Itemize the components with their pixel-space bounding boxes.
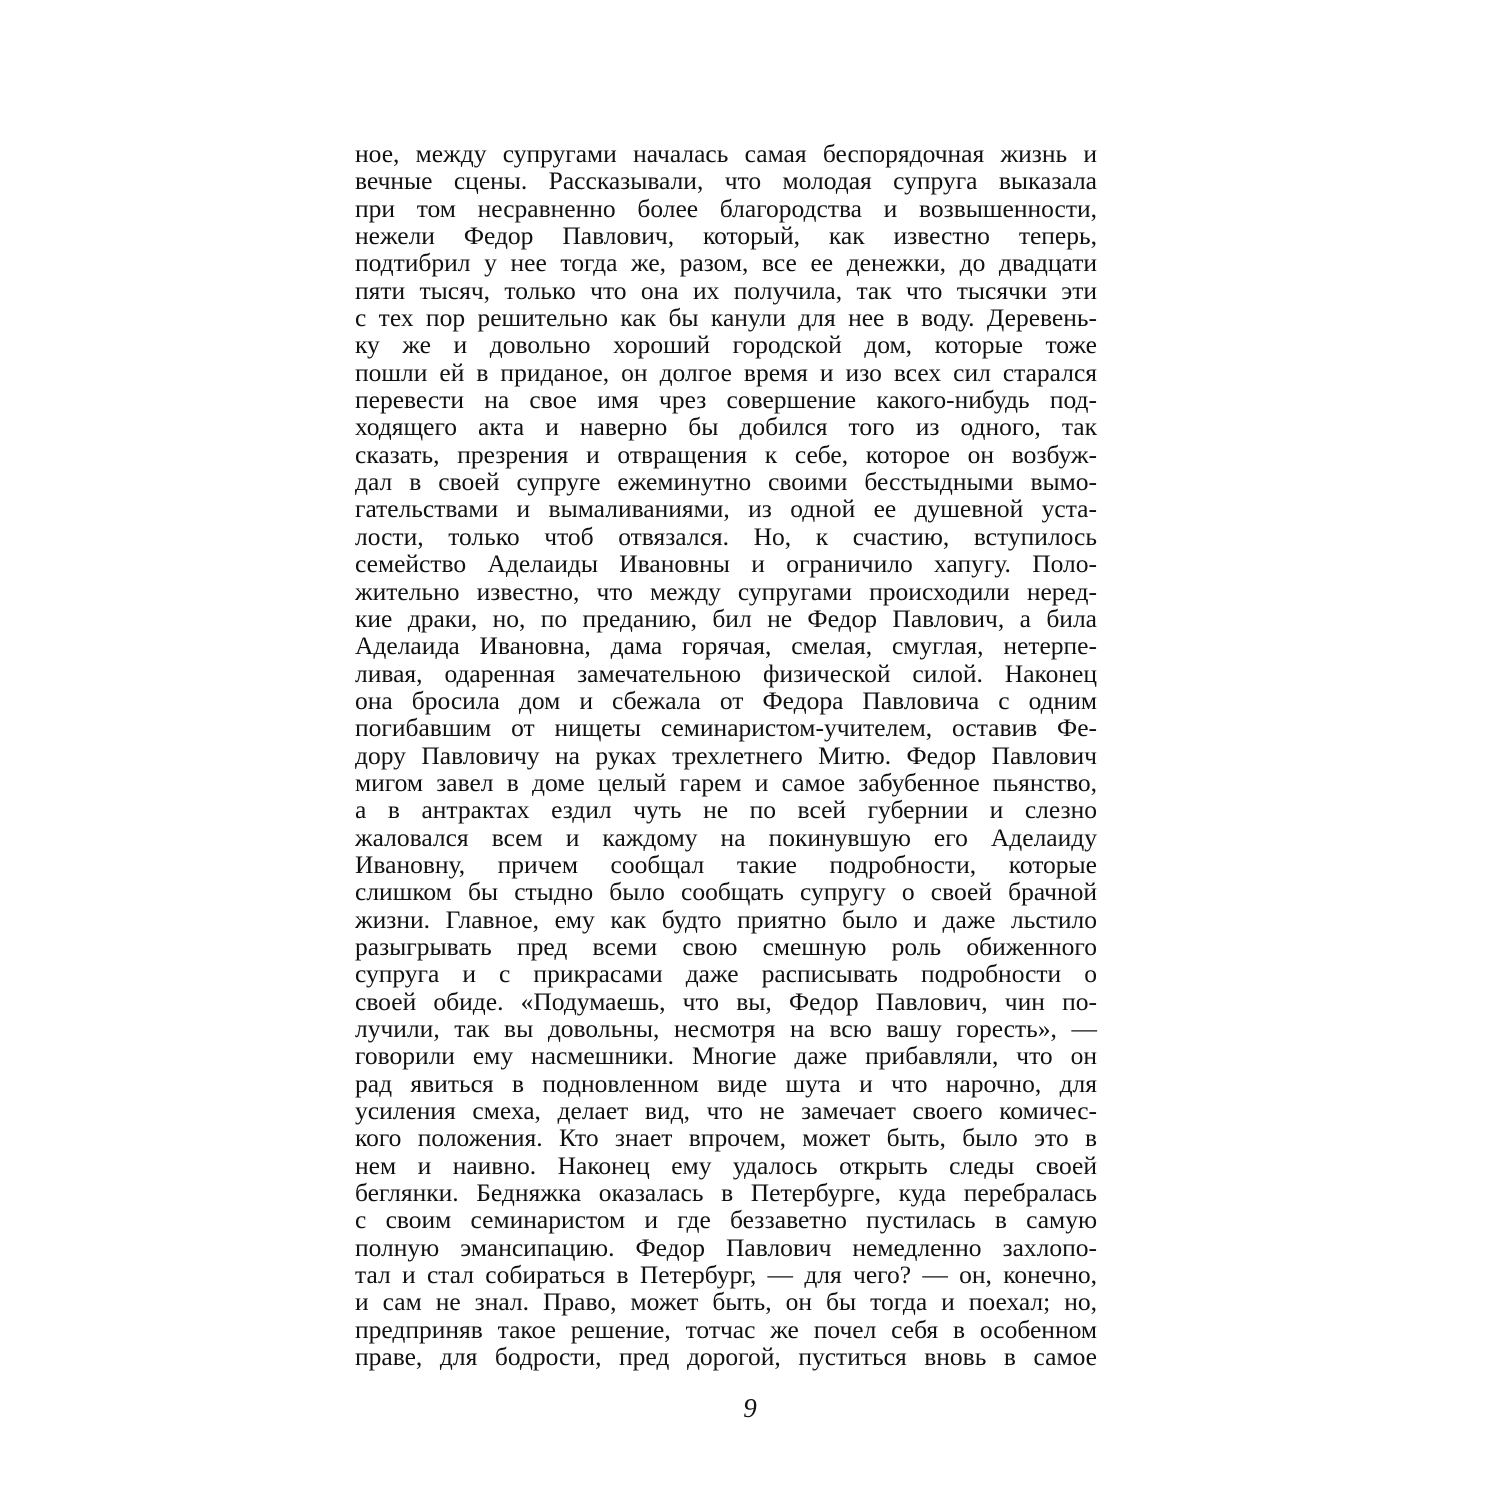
text-line: ку же и довольно хороший городской дом, которые тоже (355, 330, 1097, 360)
text-line: гательствами и вымаливаниями, из одной ее душевной уста- (355, 494, 1097, 524)
text-line: а в антрактах ездил чуть не по всей губернии и слезно (355, 795, 1097, 825)
text-line: супруга и с прикрасами даже расписывать подробности о (355, 959, 1097, 989)
text-line: жаловался всем и каждому на покинувшую его Аделаиду (355, 822, 1097, 852)
text-line: подтибрил у нее тогда же, разом, все ее денежки, до двадцати (355, 248, 1097, 278)
text-line: мигом завел в доме целый гарем и самое забубенное пьянство, (355, 767, 1097, 797)
text-line: с тех пор решительно как бы канули для нее в воду. Деревень- (355, 303, 1097, 333)
text-line: лучили, так вы довольны, несмотря на всю вашу горесть», — (355, 1014, 1097, 1043)
text-line: при том несравненно более благородства и возвышенности, (355, 193, 1097, 223)
text-line: Аделаида Ивановна, дама горячая, смелая, смуглая, нетерпе- (355, 631, 1097, 661)
text-line: и сам не знал. Право, может быть, он бы тогда и поехал; но, (355, 1287, 1097, 1317)
text-line: с своим семинаристом и где беззаветно пустилась в самую (355, 1205, 1097, 1235)
text-line: нежели Федор Павлович, который, как известно теперь, (355, 221, 1097, 251)
text-line: тал и стал собираться в Петербург, — для чего? — он, конечно, (355, 1260, 1097, 1290)
text-line: вечные сцены. Рассказывали, что молодая супруга выказала (355, 166, 1097, 196)
text-line: сказать, презрения и отвращения к себе, которое он возбуж- (355, 439, 1097, 469)
text-line: кого положения. Кто знает впрочем, может быть, было это в (355, 1123, 1097, 1153)
text-line: ное, между супругами началась самая беспорядочная жизнь и (355, 139, 1097, 168)
text-line: она бросила дом и сбежала от Федора Павловича с одним (355, 685, 1097, 715)
text-line: семейство Аделаиды Ивановны и ограничило хапугу. Поло- (355, 549, 1097, 579)
text-line: погибавшим от нищеты семинаристом-учителем, оставив Фе- (355, 713, 1097, 743)
text-line: лости, только чтоб отвязался. Но, к счастию, вступилось (355, 521, 1097, 551)
text-line: дору Павловичу на руках трехлетнего Митю. Федор Павлович (355, 740, 1097, 770)
text-line: рад явиться в подновленном виде шута и что нарочно, для (355, 1068, 1097, 1098)
text-line: пошли ей в приданое, он долгое время и изо всех сил старался (355, 357, 1097, 387)
text-line: беглянки. Бедняжка оказалась в Петербурге, куда перебралась (355, 1178, 1097, 1208)
text-line: жительно известно, что между супругами происходили неред- (355, 576, 1097, 606)
text-line: пяти тысяч, только что она их получила, так что тысячки эти (355, 275, 1097, 305)
text-line: полную эмансипацию. Федор Павлович немедленно захлопо- (355, 1232, 1097, 1262)
text-line: предприняв такое решение, тотчас же почел себя в особенном (355, 1314, 1097, 1344)
text-line: слишком бы стыдно было сообщать супругу о своей брачной (355, 877, 1097, 907)
text-line: усиления смеха, делает вид, что не замечает своего комичес- (355, 1096, 1097, 1126)
body-text (355, 140, 1097, 1370)
text-line: жизни. Главное, ему как будто приятно было и даже льстило (355, 904, 1097, 934)
page-number: 9 (743, 1393, 757, 1423)
text-line: дал в своей супруге ежеминутно своими бесстыдными вымо- (355, 467, 1097, 497)
text-line: праве, для бодрости, пред дорогой, пуститься вновь в самое (355, 1342, 1097, 1372)
text-line: своей обиде. «Подумаешь, что вы, Федор Павлович, чин по- (355, 986, 1097, 1016)
text-line: перевести на свое имя чрез совершение какого-нибудь под- (355, 385, 1097, 415)
text-line: Ивановну, причем сообщал такие подробности, которые (355, 849, 1097, 879)
text-line: ливая, одаренная замечательною физической силой. Наконец (355, 658, 1097, 688)
text-line: ходящего акта и наверно бы добился того из одного, так (355, 412, 1097, 442)
text-line: кие драки, но, по преданию, бил не Федор Павлович, а била (355, 603, 1097, 633)
text-line: нем и наивно. Наконец ему удалось открыть следы своей (355, 1150, 1097, 1180)
text-line: разыгрывать пред всеми свою смешную роль обиженного (355, 931, 1097, 961)
text-line: говорили ему насмешники. Многие даже прибавляли, что он (355, 1041, 1097, 1071)
